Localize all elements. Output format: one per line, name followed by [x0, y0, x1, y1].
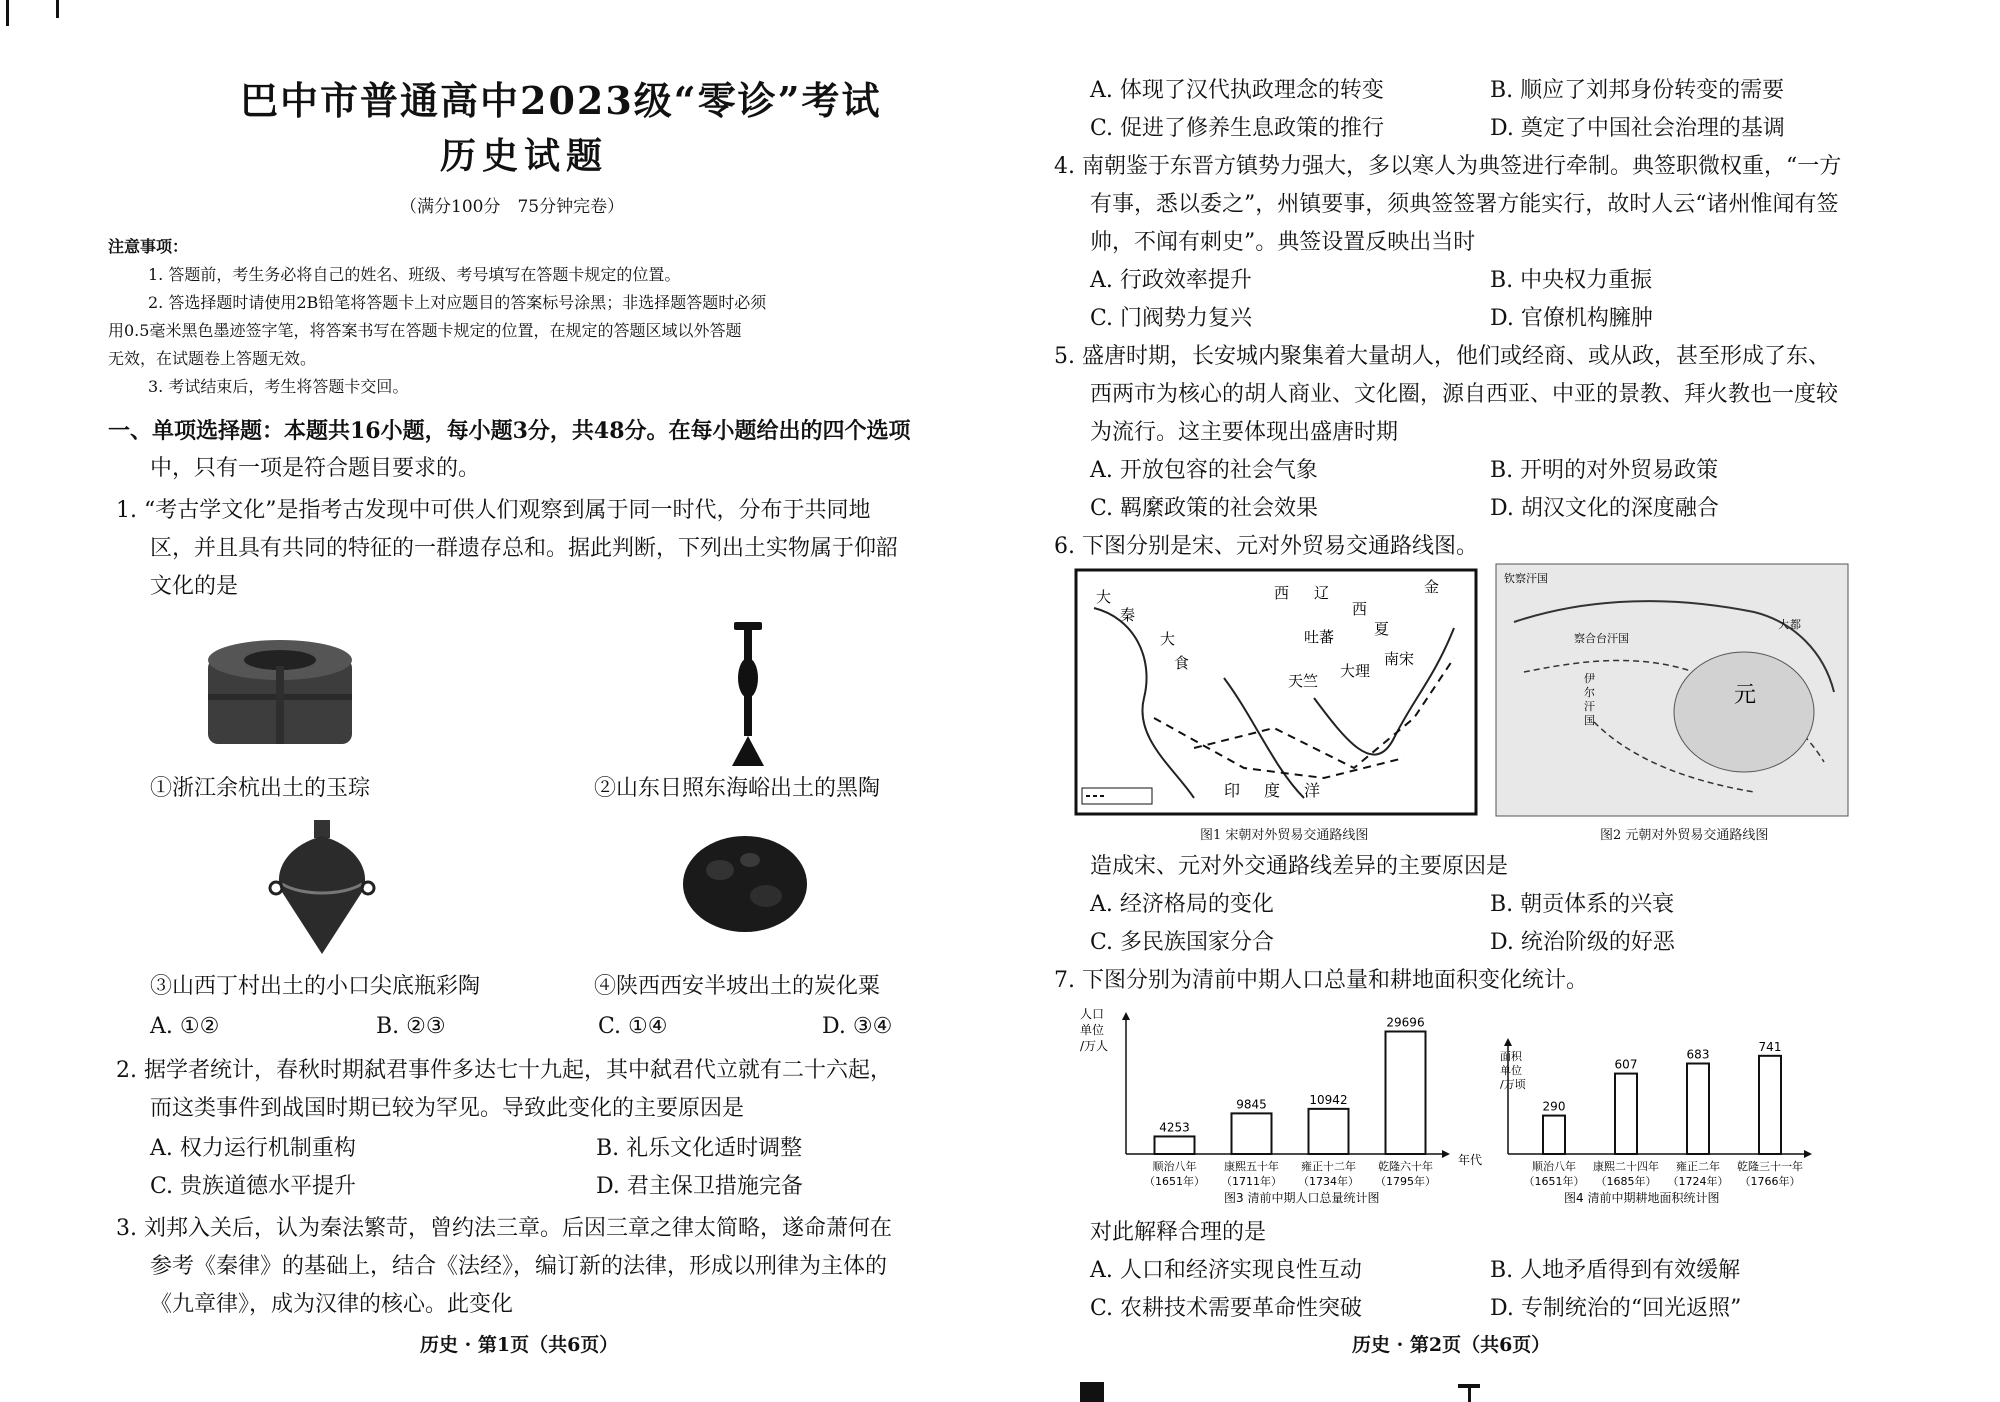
- notice-line: 用0.5毫米黑色墨迹签字笔，将答案书写在答题卡规定的位置，在规定的答题区域以外答题: [108, 321, 742, 340]
- map-label: 辽: [1314, 584, 1330, 602]
- notice-line: 2. 答选择题时请使用2B铅笔将答题卡上对应题目的答案标号涂黑；非选择题答题时必须: [148, 293, 767, 312]
- q7-stem: 7. 下图分别为清前中期人口总量和耕地面积变化统计。: [1054, 968, 1588, 993]
- category-label: （1795年）: [1375, 1175, 1436, 1188]
- q3-stem: 参考《秦律》的基础上，结合《法经》，编订新的法律，形成以刑律为主体的: [150, 1254, 888, 1279]
- map-label: 都: [1790, 618, 1801, 631]
- q5-stem: 5. 盛唐时期，长安城内聚集着大量胡人，他们或经商、或从政，甚至形成了东、: [1054, 344, 1830, 369]
- map-label: 伊: [1584, 672, 1595, 685]
- q3-stem: 3. 刘邦入关后，认为秦法繁苛，曾约法三章。后因三章之律太简略，遂命萧何在: [116, 1216, 892, 1241]
- q1-option-a: A. ①②: [150, 1014, 220, 1039]
- map2-caption: 图2 元朝对外贸易交通路线图: [1600, 828, 1769, 843]
- scan-edge-mark: [1468, 1384, 1471, 1402]
- map-label: 国: [1584, 714, 1595, 727]
- category-label: （1651年）: [1523, 1175, 1585, 1188]
- map-label: 察合台汗国: [1574, 632, 1629, 645]
- q6-question: 造成宋、元对外交通路线差异的主要原因是: [1090, 854, 1509, 879]
- x-axis-label: 年代: [1458, 1153, 1483, 1167]
- notice-line: 1. 答题前，考生务必将自己的姓名、班级、考号填写在答题卡规定的位置。: [148, 265, 681, 284]
- map-label: 夏: [1374, 620, 1390, 638]
- q7-option-d: D. 专制统治的“回光返照”: [1490, 1296, 1742, 1321]
- bar: [1687, 1064, 1709, 1154]
- map-label: 元: [1734, 683, 1757, 708]
- q5-option-b: B. 开明的对外贸易政策: [1490, 458, 1719, 483]
- bar: [1232, 1113, 1272, 1154]
- exam-title: 巴中市普通高中2023级“零诊”考试: [240, 78, 882, 123]
- pointed-bottle-image: [268, 818, 376, 958]
- q6-stem: 6. 下图分别是宋、元对外贸易交通路线图。: [1054, 534, 1478, 559]
- scan-edge-mark: [56, 0, 59, 18]
- q1-option-b: B. ②③: [376, 1014, 446, 1039]
- q2-option-b: B. 礼乐文化适时调整: [596, 1136, 803, 1161]
- data-label: 290: [1542, 1099, 1566, 1114]
- map-label: 汗: [1584, 700, 1595, 713]
- map-label: 度: [1264, 781, 1281, 800]
- q3-option-b: B. 顺应了刘邦身份转变的需要: [1490, 78, 1785, 103]
- map-label: 大: [1778, 618, 1789, 631]
- q6-option-a: A. 经济格局的变化: [1090, 892, 1274, 917]
- q7-option-b: B. 人地矛盾得到有效缓解: [1490, 1258, 1741, 1283]
- y-axis-label: 单位: [1500, 1064, 1522, 1077]
- carbonized-millet-image: [680, 830, 810, 936]
- map1-caption: 图1 宋朝对外贸易交通路线图: [1200, 828, 1369, 843]
- q3-option-a: A. 体现了汉代执政理念的转变: [1090, 78, 1384, 103]
- population-chart: [1074, 1004, 1494, 1210]
- q7-option-c: C. 农耕技术需要革命性突破: [1090, 1296, 1363, 1321]
- q2-stem: 而这类事件到战国时期已较为罕见。导致此变化的主要原因是: [150, 1096, 745, 1121]
- map-legend: [1082, 788, 1152, 804]
- q4-stem: 4. 南朝鉴于东晋方镇势力强大，多以寒人为典签进行牵制。典签职微权重，“一方: [1054, 154, 1842, 179]
- artifact-caption: ③山西丁村出土的小口尖底瓶彩陶: [150, 974, 481, 999]
- notice-line: 无效，在试题卷上答题无效。: [108, 349, 317, 368]
- map-label: 吐蕃: [1304, 628, 1335, 646]
- map-label: 洋: [1304, 781, 1321, 800]
- score-note: （满分100分 75分钟完卷）: [400, 197, 625, 217]
- q2-option-d: D. 君主保卫措施完备: [596, 1174, 803, 1199]
- q3-stem: 《九章律》，成为汉律的核心。此变化: [150, 1292, 514, 1317]
- data-label: 741: [1758, 1039, 1782, 1054]
- y-axis-label: /万人: [1080, 1039, 1109, 1053]
- scan-edge-mark: [6, 0, 9, 26]
- data-label: 29696: [1386, 1015, 1425, 1030]
- bar: [1309, 1109, 1349, 1154]
- q4-option-c: C. 门阀势力复兴: [1090, 306, 1253, 331]
- category-label: （1685年）: [1595, 1175, 1657, 1188]
- category-label: （1651年）: [1144, 1175, 1205, 1188]
- data-label: 10942: [1309, 1092, 1348, 1107]
- q4-stem: 帅，不闻有刺史”。典签设置反映出当时: [1090, 230, 1476, 255]
- jade-cong-image: [200, 636, 360, 760]
- category-label: 雍正二年: [1676, 1160, 1720, 1173]
- bar: [1615, 1074, 1637, 1154]
- q7-question: 对此解释合理的是: [1090, 1220, 1267, 1245]
- map-label: 天竺: [1288, 672, 1319, 690]
- category-label: 顺治八年: [1152, 1160, 1197, 1173]
- q1-stem: 文化的是: [150, 574, 239, 599]
- data-label: 607: [1614, 1057, 1638, 1072]
- q4-stem: 有事，悉以委之”，州镇要事，须典签签署方能实行，故时人云“诸州惟闻有签: [1090, 192, 1839, 217]
- map-label: 印: [1224, 781, 1241, 800]
- chart-title: 图4 清前中期耕地面积统计图: [1564, 1191, 1720, 1205]
- bar: [1386, 1032, 1426, 1154]
- q1-option-d: D. ③④: [822, 1014, 893, 1039]
- map-label: 南宋: [1384, 650, 1415, 668]
- data-label: 9845: [1236, 1097, 1267, 1112]
- category-label: 康熙五十年: [1224, 1160, 1279, 1173]
- map-label: 食: [1174, 654, 1190, 672]
- q2-option-a: A. 权力运行机制重构: [150, 1136, 356, 1161]
- x-axis-arrow: [1804, 1150, 1812, 1158]
- q5-option-c: C. 羁縻政策的社会效果: [1090, 496, 1319, 521]
- scan-edge-mark: [1080, 1382, 1104, 1402]
- black-pottery-image: [720, 620, 776, 770]
- right-page: [1000, 0, 2000, 1402]
- q1-option-c: C. ①④: [598, 1014, 668, 1039]
- q2-stem: 2. 据学者统计，春秋时期弑君事件多达七十九起，其中弑君代立就有二十六起，: [116, 1058, 892, 1083]
- q5-option-a: A. 开放包容的社会气象: [1090, 458, 1318, 483]
- bar: [1543, 1116, 1565, 1154]
- data-label: 4253: [1159, 1120, 1190, 1135]
- q4-option-d: D. 官僚机构臃肿: [1490, 306, 1653, 331]
- exam-subtitle: 历史试题: [440, 135, 609, 177]
- category-label: （1711年）: [1221, 1175, 1282, 1188]
- q5-stem: 为流行。这主要体现出盛唐时期: [1090, 420, 1399, 445]
- q5-stem: 西两市为核心的胡人商业、文化圈，源自西亚、中亚的景教、拜火教也一度较: [1090, 382, 1839, 407]
- bar: [1155, 1136, 1195, 1154]
- farmland-chart: [1494, 1004, 1824, 1210]
- notice-heading: 注意事项：: [108, 237, 189, 256]
- category-label: （1724年）: [1667, 1175, 1729, 1188]
- bar: [1759, 1056, 1781, 1154]
- q3-option-d: D. 奠定了中国社会治理的基调: [1490, 116, 1785, 141]
- notice-line: 3. 考试结束后，考生将答题卡交回。: [148, 377, 409, 396]
- q1-stem: 区，并且具有共同的特征的一群遗存总和。据此判断，下列出土实物属于仰韶: [150, 536, 899, 561]
- category-label: （1766年）: [1739, 1175, 1801, 1188]
- section-heading: 一、单项选择题：本题共16小题，每小题3分，共48分。在每小题给出的四个选项: [108, 418, 911, 444]
- category-label: 顺治八年: [1532, 1160, 1576, 1173]
- artifact-caption: ④陕西西安半坡出土的炭化粟: [594, 974, 881, 999]
- y-axis-label: /万顷: [1500, 1078, 1526, 1091]
- q4-option-b: B. 中央权力重振: [1490, 268, 1653, 293]
- q7-option-a: A. 人口和经济实现良性互动: [1090, 1258, 1362, 1283]
- y-axis-label: 单位: [1080, 1023, 1105, 1037]
- category-label: （1734年）: [1298, 1175, 1359, 1188]
- map-label: 钦察汗国: [1504, 572, 1548, 585]
- map-label: 尔: [1584, 686, 1595, 699]
- q6-option-b: B. 朝贡体系的兴衰: [1490, 892, 1675, 917]
- category-label: 乾隆三十一年: [1737, 1160, 1803, 1173]
- x-axis-arrow: [1442, 1150, 1450, 1158]
- chart-title: 图3 清前中期人口总量统计图: [1224, 1191, 1380, 1205]
- q6-option-c: C. 多民族国家分合: [1090, 930, 1275, 955]
- map-label: 西: [1352, 600, 1368, 618]
- y-axis-arrow: [1122, 1012, 1130, 1020]
- q5-option-d: D. 胡汉文化的深度融合: [1490, 496, 1719, 521]
- q4-option-a: A. 行政效率提升: [1090, 268, 1252, 293]
- page-footer: 历史 · 第1页（共6页）: [420, 1334, 619, 1356]
- q3-option-c: C. 促进了修养生息政策的推行: [1090, 116, 1385, 141]
- y-axis-label: 人口: [1080, 1007, 1105, 1021]
- y-axis-arrow: [1504, 1038, 1512, 1046]
- map-label: 秦: [1120, 606, 1136, 624]
- data-label: 683: [1686, 1047, 1710, 1062]
- map-label: 金: [1424, 578, 1440, 596]
- map-label: 大: [1160, 630, 1176, 648]
- map-label: 西: [1274, 584, 1290, 602]
- section-heading-cont: 中，只有一项是符合题目要求的。: [150, 456, 481, 481]
- artifact-caption: ①浙江余杭出土的玉琮: [150, 776, 371, 801]
- q2-option-c: C. 贵族道德水平提升: [150, 1174, 357, 1199]
- category-label: 康熙二十四年: [1593, 1160, 1659, 1173]
- category-label: 乾隆六十年: [1378, 1160, 1433, 1173]
- page-footer: 历史 · 第2页（共6页）: [1352, 1334, 1551, 1356]
- song-trade-route-map: [1074, 568, 1478, 816]
- q6-option-d: D. 统治阶级的好恶: [1490, 930, 1675, 955]
- artifact-caption: ②山东日照东海峪出土的黑陶: [594, 776, 881, 801]
- y-axis-label: 面积: [1500, 1050, 1522, 1063]
- map-label: 大理: [1340, 662, 1371, 680]
- category-label: 雍正十二年: [1301, 1160, 1356, 1173]
- yuan-trade-route-map: [1494, 562, 1850, 818]
- map-label: 大: [1096, 588, 1112, 606]
- q1-stem: 1. “考古学文化”是指考古发现中可供人们观察到属于同一时代，分布于共同地: [116, 498, 871, 523]
